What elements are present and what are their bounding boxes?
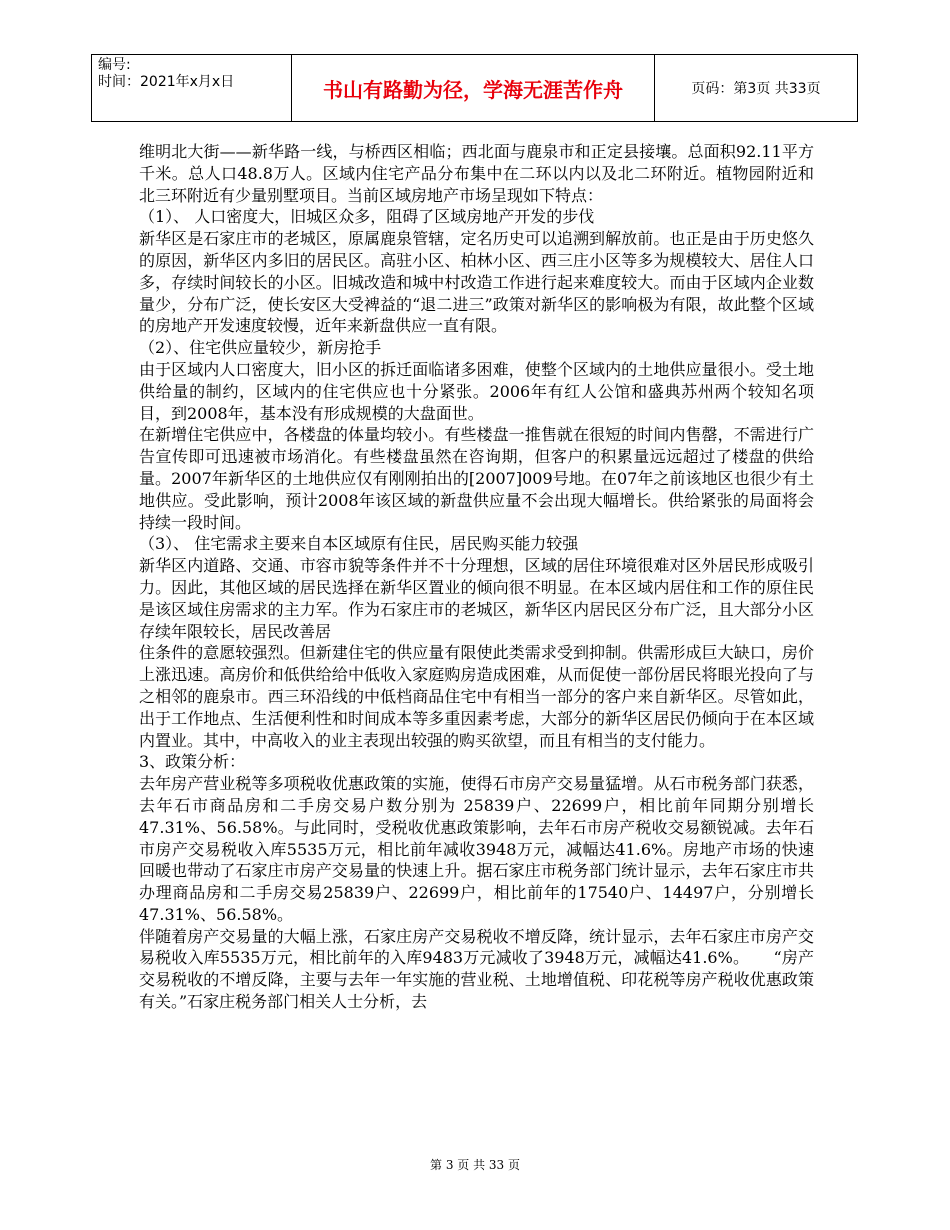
paragraph: 由于区域内人口密度大，旧小区的拆迁面临诸多困难，使整个区域内的土地供应量很小。受土地供给量的制约，区域内的住宅供应也十分紧张。2006年有红人公馆和盛典苏州两个较知名项目，到2008年，基本没有形成规模的大盘面世。 — [139, 359, 814, 423]
page-footer: 第 3 页 共 33 页 — [430, 1158, 520, 1172]
paragraph: 在新增住宅供应中，各楼盘的体量均较小。有些楼盘一推售就在很短的时间内售罄，不需进行广告宣传即可迅速被市场消化。有些楼盘虽然在咨询期，但客户的积累量远远超过了楼盘的供给量。2007年新华区的土地供应仅有刚刚拍出的[2007]009号地。在07年之前该地区也很少有土地供应。受此影响，预计2008年该区域的新盘供应量不会出现大幅增长。供给紧张的局面将会持续一段时间。 — [139, 425, 814, 532]
section-heading: （3）、 住宅需求主要来自本区域原有住民，居民购买能力较强 — [139, 534, 579, 554]
section-heading: （1）、 人口密度大，旧城区众多，阻碍了区域房地产开发的步伐 — [139, 207, 595, 227]
time-label: 时间：2021年x月x日 — [98, 74, 235, 90]
paragraph: 去年房产营业税等多项税收优惠政策的实施，使得石市房产交易量猛增。从石市税务部门获悉，去年石市商品房和二手房交易户数分别为 25839户、22699户，相比前年同期分别增长47.31%、56.58%。与此同时，受税收优惠政策影响，去年石市房产税收交易额锐减。去年石市房产交易税收入库5535万元，相比前年减收3948万元，减幅达41.6%。房地产市场的快速回暖也带动了石家庄市房产交易量的快速上升。据石家庄市税务部门统计显示，去年石家庄市共办理商品房和二手房交易25839户、22699户，相比前年的17540户、14497户，分别增长47.31%、56.58%。 — [139, 774, 814, 924]
paragraph: 新华区内道路、交通、市容市貌等条件并不十分理想，区域的居住环境很难对区外居民形成吸引力。因此，其他区域的居民选择在新华区置业的倾向很不明显。在本区域内居住和工作的原住民是该区域住房需求的主力军。作为石家庄市的老城区，新华区内居民区分布广泛，且大部分小区存续年限较长，居民改善居 — [139, 556, 814, 641]
paragraph: 住条件的意愿较强烈。但新建住宅的供应量有限使此类需求受到抑制。供需形成巨大缺口，房价上涨迅速。高房价和低供给给中低收入家庭购房造成困难，从而促使一部份居民将眼光投向了与之相邻的鹿泉市。西三环沿线的中低档商品住宅中有相当一部分的客户来自新华区。尽管如此，出于工作地点、生活便利性和时间成本等多重因素考虑，大部分的新华区居民仍倾向于在本区域内置业。其中，中高收入的业主表现出较强的购买欲望，而且有相当的支付能力。 — [139, 643, 814, 750]
paragraph: 伴随着房产交易量的大幅上涨，石家庄房产交易税收不增反降，统计显示，去年石家庄市房产交易税收入库5535万元，相比前年的入库9483万元减收了3948万元，减幅达41.6%。 “房产交易税收的不增反降，主要与去年一年实施的营业税、土地增值税、印花税等房产税收优惠政策有关。”石家庄税务部门相关人士分析，去 — [139, 926, 814, 1012]
paragraph: 维明北大街——新华路一线，与桥西区相临；西北面与鹿泉市和正定县接壤。总面积92.11平方千米。总人口48.8万人。区域内住宅产品分布集中在二环以内以及北二环附近。植物园附近和北三环附近有少量别墅项目。当前区域房地产市场呈现如下特点： — [139, 142, 814, 205]
document-body — [139, 141, 814, 1013]
paragraph: 新华区是石家庄市的老城区，原属鹿泉管辖，定名历史可以追溯到解放前。也正是由于历史悠久的原因，新华区内多旧的居民区。高驻小区、柏林小区、西三庄小区等多为规模较大、居住人口多，存续时间较长的小区。旧城改造和城中村改造工作进行起来难度较大。而由于区域内企业数量少，分布广泛，使长安区大受裨益的“退二进三”政策对新华区的影响极为有限，故此整个区域的房地产开发速度较慢，近年来新盘供应一直有限。 — [139, 229, 814, 336]
page-info: 页码：第3页 共33页 — [655, 55, 858, 122]
motto: 书山有路勤为径，学海无涯苦作舟 — [292, 55, 655, 122]
document-header — [91, 54, 858, 122]
header-meta — [92, 55, 292, 122]
section-heading: 3、政策分析： — [139, 752, 246, 772]
number-label: 编号: — [98, 57, 131, 73]
section-heading: （2）、住宅供应量较少，新房抢手 — [139, 338, 382, 358]
